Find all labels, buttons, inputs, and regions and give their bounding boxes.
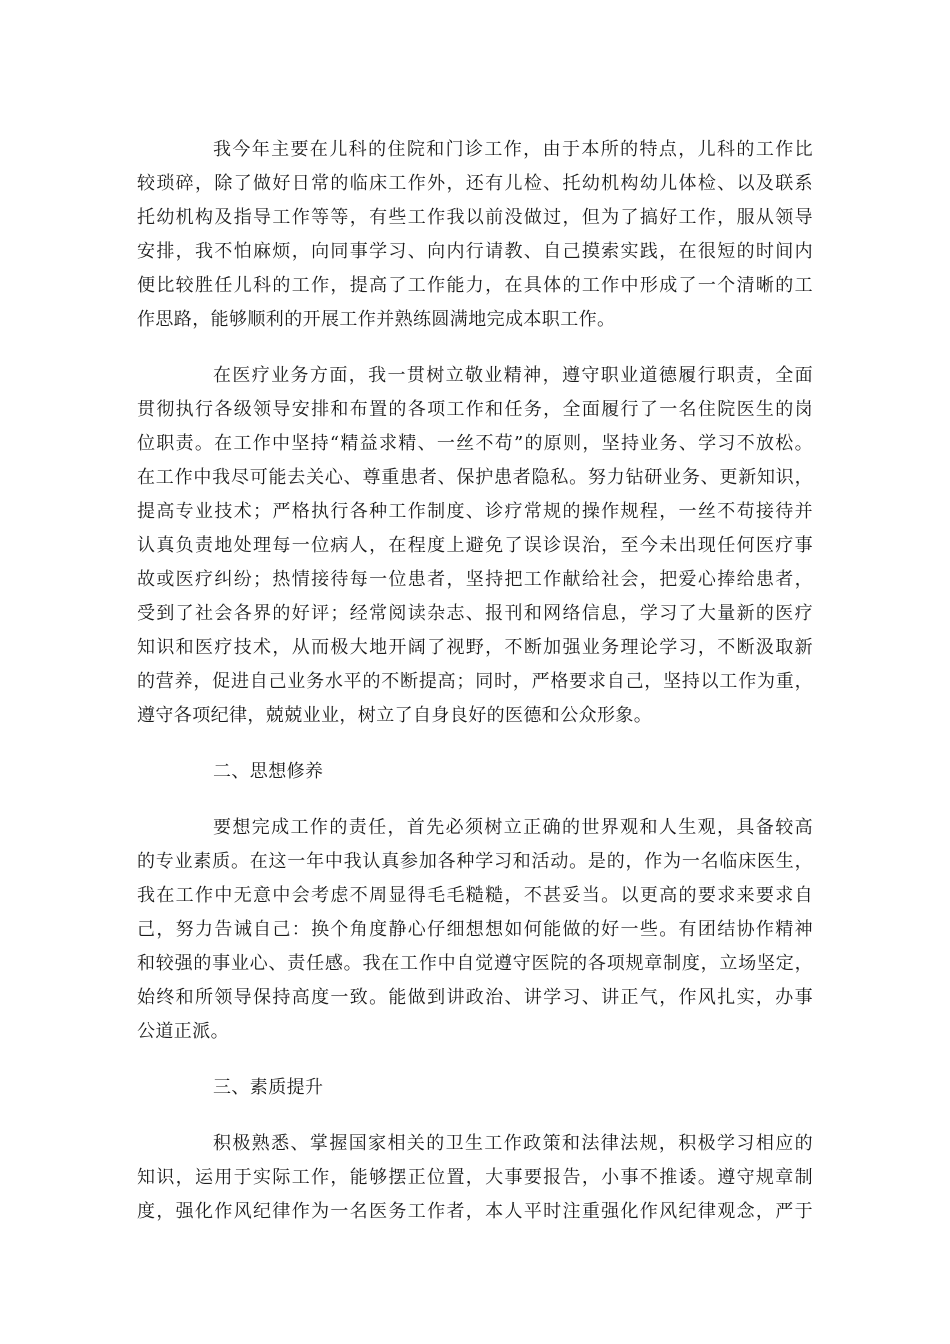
section-heading: 三、素质提升 bbox=[213, 1077, 324, 1098]
paragraph-quality bbox=[137, 1127, 813, 1229]
paragraph-ideology bbox=[137, 811, 813, 1049]
text-line: 和较强的事业心、责任感。我在工作中自觉遵守医院的各项规章制度，立场坚定， bbox=[137, 953, 813, 974]
text-line: 在医疗业务方面，我一贯树立敬业精神，遵守职业道德履行职责，全面 bbox=[213, 365, 813, 386]
text-line: 的专业素质。在这一年中我认真参加各种学习和活动。是的，作为一名临床医生， bbox=[137, 851, 813, 872]
text-line: 贯彻执行各级领导安排和布置的各项工作和任务，全面履行了一名住院医生的岗 bbox=[137, 399, 813, 420]
text-line: 要想完成工作的责任，首先必须树立正确的世界观和人生观，具备较高 bbox=[213, 817, 813, 838]
text-line: 故或医疗纠纷；热情接待每一位患者，坚持把工作献给社会，把爱心捧给患者， bbox=[137, 569, 813, 590]
text-line: 提高专业技术；严格执行各种工作制度、诊疗常规的操作规程，一丝不苟接待并 bbox=[137, 501, 813, 522]
text-line: 公道正派。 bbox=[137, 1021, 229, 1042]
text-line: 安排，我不怕麻烦，向同事学习、向内行请教、自己摸索实践，在很短的时间内 bbox=[137, 241, 813, 262]
paragraph-pediatrics-work bbox=[137, 133, 813, 337]
text-line: 己，努力告诫自己：换个角度静心仔细想想如何能做的好一些。有团结协作精神 bbox=[137, 919, 813, 940]
text-line: 在工作中我尽可能去关心、尊重患者、保护患者隐私。努力钻研业务、更新知识， bbox=[137, 467, 813, 488]
section-heading: 二、思想修养 bbox=[213, 761, 324, 782]
text-line: 位职责。在工作中坚持“精益求精、一丝不苟”的原则，坚持业务、学习不放松。 bbox=[137, 433, 813, 454]
document-page bbox=[137, 133, 813, 1229]
text-line: 知识，运用于实际工作，能够摆正位置，大事要报告，小事不推诿。遵守规章制 bbox=[137, 1167, 813, 1188]
text-line: 度，强化作风纪律作为一名医务工作者，本人平时注重强化作风纪律观念，严于 bbox=[137, 1201, 813, 1222]
text-line: 作思路，能够顺利的开展工作并熟练圆满地完成本职工作。 bbox=[137, 309, 616, 330]
text-line: 我今年主要在儿科的住院和门诊工作，由于本所的特点，儿科的工作比 bbox=[213, 139, 813, 160]
text-line: 遵守各项纪律，兢兢业业，树立了自身良好的医德和公众形象。 bbox=[137, 705, 653, 726]
text-line: 较琐碎，除了做好日常的临床工作外，还有儿检、托幼机构幼儿体检、以及联系 bbox=[137, 173, 813, 194]
text-line: 始终和所领导保持高度一致。能做到讲政治、讲学习、讲正气，作风扎实，办事 bbox=[137, 987, 813, 1008]
text-line: 的营养，促进自己业务水平的不断提高；同时，严格要求自己，坚持以工作为重， bbox=[137, 671, 813, 692]
text-line: 便比较胜任儿科的工作，提高了工作能力，在具体的工作中形成了一个清晰的工 bbox=[137, 275, 813, 296]
text-line: 知识和医疗技术，从而极大地开阔了视野，不断加强业务理论学习，不断汲取新 bbox=[137, 637, 813, 658]
text-line: 认真负责地处理每一位病人，在程度上避免了误诊误治，至今未出现任何医疗事 bbox=[137, 535, 813, 556]
text-line: 积极熟悉、掌握国家相关的卫生工作政策和法律法规，积极学习相应的 bbox=[213, 1133, 813, 1154]
text-line: 托幼机构及指导工作等等，有些工作我以前没做过，但为了搞好工作，服从领导 bbox=[137, 207, 813, 228]
text-line: 我在工作中无意中会考虑不周显得毛毛糙糙，不甚妥当。以更高的要求来要求自 bbox=[137, 885, 813, 906]
text-line: 受到了社会各界的好评；经常阅读杂志、报刊和网络信息，学习了大量新的医疗 bbox=[137, 603, 813, 624]
section-heading-ideology bbox=[137, 755, 813, 789]
paragraph-medical-business bbox=[137, 359, 813, 733]
section-heading-quality bbox=[137, 1071, 813, 1105]
